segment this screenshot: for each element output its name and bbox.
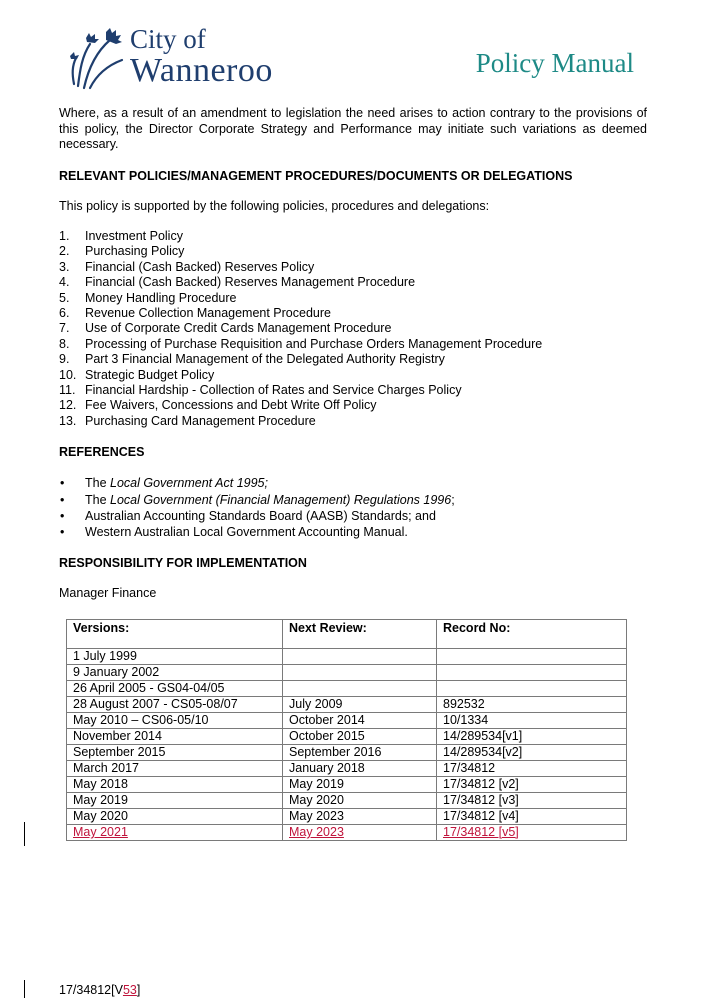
record-no-header: Record No: — [437, 620, 627, 649]
cell-text: May 2020 — [289, 793, 344, 807]
logo-name-text: Wanneroo — [130, 52, 273, 89]
record-no-cell — [437, 681, 627, 697]
bullet-icon: • — [60, 508, 65, 523]
list-item-text: Purchasing Card Management Procedure — [85, 413, 316, 428]
cell-text: November 2014 — [73, 729, 162, 743]
cell-text: October 2015 — [289, 729, 365, 743]
list-number: 9. — [59, 352, 70, 367]
logo-city-text: City of — [130, 24, 206, 54]
list-item-text: Financial Hardship - Collection of Rates and Service Charges Policy — [85, 383, 462, 398]
intro-paragraph: Where, as a result of an amendment to legislation the need arises to action contrary to the provisions of this policy, the Director Corporate Strategy and Performance may initiate such variations as deemed necessary. — [59, 106, 647, 151]
version-cell — [67, 713, 283, 729]
cell-text: 1 July 1999 — [73, 649, 137, 663]
next-review-cell — [283, 697, 437, 713]
versions-header: Versions: — [67, 620, 283, 649]
next-review-header: Next Review: — [283, 620, 437, 649]
list-number: 11. — [59, 383, 76, 398]
references-heading: REFERENCES — [59, 445, 145, 460]
cell-text: 17/34812 [v2] — [443, 777, 519, 791]
version-cell — [67, 761, 283, 777]
list-item-text: Financial (Cash Backed) Reserves Policy — [85, 259, 315, 274]
version-cell — [67, 665, 283, 681]
next-review-cell — [283, 777, 437, 793]
policy-list-item — [59, 352, 647, 367]
table-row — [67, 681, 627, 697]
document-body — [59, 106, 647, 602]
reference-item — [59, 492, 647, 508]
list-number: 7. — [59, 321, 70, 336]
next-review-cell — [283, 809, 437, 825]
cell-text: May 2018 — [73, 777, 128, 791]
list-item-text: Fee Waivers, Concessions and Debt Write Off Policy — [85, 398, 377, 413]
manual-title: Policy Manual — [475, 48, 634, 78]
table-row — [67, 761, 627, 777]
list-item-text: Investment Policy — [85, 229, 183, 243]
versions-table — [66, 619, 627, 841]
relevant-heading: RELEVANT POLICIES/MANAGEMENT PROCEDURES/DOCUMENTS OR DELEGATIONS — [59, 168, 573, 183]
policy-list-item — [59, 368, 647, 383]
list-number: 2. — [59, 244, 70, 259]
list-number: 8. — [59, 336, 70, 351]
plant-emblem-icon — [66, 26, 128, 90]
footer-change-bar — [24, 980, 25, 998]
cell-text: 892532 — [443, 697, 485, 711]
record-no-cell — [437, 729, 627, 745]
next-review-cell — [283, 729, 437, 745]
record-no-cell — [437, 777, 627, 793]
policy-list-item — [59, 229, 647, 244]
table-row — [67, 729, 627, 745]
policy-list-item — [59, 260, 647, 275]
cell-text: May 2023 — [289, 809, 344, 823]
city-logo — [66, 24, 296, 90]
cell-text: 17/34812 — [443, 761, 496, 775]
cell-text: 17/34812 [v3] — [443, 793, 519, 807]
version-cell — [67, 729, 283, 745]
list-item-text: Processing of Purchase Requisition and Purchase Orders Management Procedure — [85, 336, 543, 351]
next-review-cell — [283, 793, 437, 809]
record-no-cell — [437, 713, 627, 729]
version-cell — [67, 825, 283, 841]
version-cell — [67, 793, 283, 809]
next-review-cell — [283, 761, 437, 777]
policy-list-item — [59, 321, 647, 336]
table-row — [67, 697, 627, 713]
table-row — [67, 777, 627, 793]
list-number: 4. — [59, 275, 70, 290]
cell-text: May 2020 — [73, 809, 128, 823]
record-no-cell — [437, 761, 627, 777]
list-item-text: Part 3 Financial Management of the Delegated Authority Registry — [85, 352, 445, 367]
change-bar — [24, 822, 25, 846]
policy-list-item — [59, 291, 647, 306]
cell-text: September 2016 — [289, 745, 382, 759]
record-no-cell — [437, 665, 627, 681]
reference-item — [59, 508, 647, 524]
next-review-cell — [283, 745, 437, 761]
footer-changed-version: 53 — [122, 983, 137, 997]
responsibility-text: Manager Finance — [59, 586, 157, 601]
cell-text: 17/34812 [v4] — [443, 809, 519, 823]
next-review-cell — [283, 665, 437, 681]
cell-text: May 2019 — [289, 777, 344, 791]
responsibility-heading: RESPONSIBILITY FOR IMPLEMENTATION — [59, 556, 307, 571]
record-no-cell — [437, 793, 627, 809]
cell-text: July 2009 — [289, 697, 343, 711]
cell-text: 14/289534[v1] — [443, 729, 523, 743]
list-number: 1. — [59, 229, 70, 243]
reference-pre: Western Australian Local Government Accounting Manual. — [85, 525, 408, 540]
reference-pre: The — [85, 492, 111, 507]
list-item-text: Money Handling Procedure — [85, 290, 237, 305]
table-row — [67, 665, 627, 681]
relevant-intro: This policy is supported by the following policies, procedures and delegations: — [59, 198, 490, 213]
version-cell — [67, 681, 283, 697]
policy-list-item — [59, 398, 647, 413]
next-review-cell — [283, 825, 437, 841]
policy-list-item — [59, 414, 647, 429]
list-number: 10. — [59, 367, 77, 382]
references-list — [59, 475, 647, 540]
next-review-cell — [283, 713, 437, 729]
cell-text: January 2018 — [289, 761, 365, 775]
reference-italic: Local Government Act 1995; — [110, 476, 268, 491]
version-cell — [67, 745, 283, 761]
table-row — [67, 809, 627, 825]
record-no-cell — [437, 649, 627, 665]
version-cell — [67, 697, 283, 713]
list-number: 12. — [59, 398, 77, 413]
policy-list-item — [59, 244, 647, 259]
next-review-cell — [283, 681, 437, 697]
record-no-cell — [437, 825, 627, 841]
cell-text: March 2017 — [73, 761, 140, 775]
bullet-icon: • — [60, 476, 65, 491]
policy-list-item — [59, 275, 647, 290]
table-row — [67, 825, 627, 841]
cell-text: September 2015 — [73, 745, 166, 759]
record-no-cell — [437, 809, 627, 825]
cell-text: May 2023 — [289, 825, 344, 839]
reference-item — [59, 524, 647, 540]
table-header-row — [67, 620, 627, 649]
cell-text: May 2021 — [73, 825, 128, 839]
version-cell — [67, 809, 283, 825]
list-item-text: Revenue Collection Management Procedure — [85, 306, 331, 321]
cell-text: 9 January 2002 — [73, 665, 160, 679]
footer-suffix: ] — [136, 983, 141, 997]
list-item-text: Financial (Cash Backed) Reserves Management Procedure — [85, 275, 416, 290]
record-no-cell — [437, 697, 627, 713]
policy-list — [59, 229, 647, 429]
table-row — [67, 793, 627, 809]
list-item-text: Purchasing Policy — [85, 244, 185, 259]
reference-italic: Local Government (Financial Management) Regulations 1996 — [110, 492, 452, 507]
list-item-text: Use of Corporate Credit Cards Management Procedure — [85, 321, 392, 336]
reference-post: ; — [451, 492, 455, 507]
cell-text: 10/1334 — [443, 713, 489, 727]
policy-list-item — [59, 337, 647, 352]
footer-record-number — [59, 983, 140, 997]
list-number: 3. — [59, 259, 70, 274]
cell-text: October 2014 — [289, 713, 365, 727]
cell-text: 26 April 2005 - GS04-04/05 — [73, 681, 225, 695]
bullet-icon: • — [60, 525, 65, 540]
version-cell — [67, 777, 283, 793]
table-row — [67, 713, 627, 729]
cell-text: May 2019 — [73, 793, 128, 807]
list-item-text: Strategic Budget Policy — [85, 367, 215, 382]
cell-text: 14/289534[v2] — [443, 745, 523, 759]
table-row — [67, 649, 627, 665]
list-number: 6. — [59, 306, 70, 321]
record-no-cell — [437, 745, 627, 761]
reference-item — [59, 475, 647, 491]
next-review-cell — [283, 649, 437, 665]
policy-list-item — [59, 306, 647, 321]
cell-text: 17/34812 [v5] — [443, 825, 519, 839]
list-number: 5. — [59, 290, 70, 305]
cell-text: May 2010 – CS06-05/10 — [73, 713, 209, 727]
version-cell — [67, 649, 283, 665]
bullet-icon: • — [60, 492, 65, 507]
cell-text: 28 August 2007 - CS05-08/07 — [73, 697, 238, 711]
policy-list-item — [59, 383, 647, 398]
reference-pre: Australian Accounting Standards Board (AASB) Standards; and — [85, 508, 436, 523]
footer-prefix: 17/34812[V — [59, 983, 123, 997]
reference-pre: The — [85, 476, 111, 491]
table-row — [67, 745, 627, 761]
list-number: 13. — [59, 413, 77, 428]
